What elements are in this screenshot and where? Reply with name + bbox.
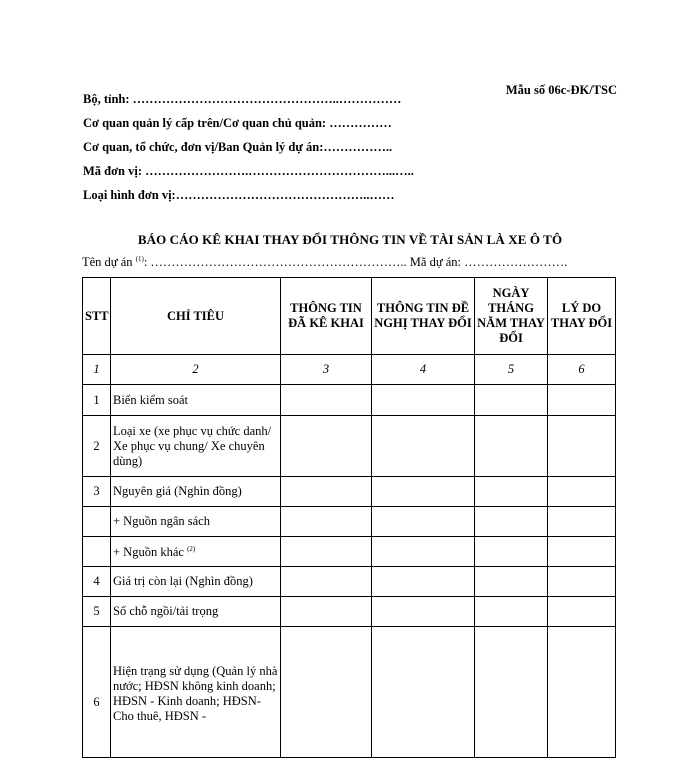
row-stt: 6 bbox=[83, 627, 111, 758]
document-title: BÁO CÁO KÊ KHAI THAY ĐỔI THÔNG TIN VỀ TÀI SẢN LÀ XE Ô TÔ bbox=[137, 232, 563, 247]
header-line-unit-code: Mã đơn vị: …………………….……………………………...….. bbox=[83, 164, 414, 178]
cell-date bbox=[475, 537, 548, 567]
row-indicator: Biển kiểm soát bbox=[111, 385, 281, 416]
col-header-stt: STT bbox=[83, 278, 111, 355]
row-indicator: Số chỗ ngồi/tải trọng bbox=[111, 597, 281, 627]
cell-declared bbox=[281, 567, 372, 597]
column-number-row bbox=[83, 355, 616, 385]
cell-date bbox=[475, 507, 548, 537]
cell-declared bbox=[281, 416, 372, 477]
row-stt: 3 bbox=[83, 477, 111, 507]
cell-date bbox=[475, 416, 548, 477]
row-indicator: Nguyên giá (Nghìn đồng) bbox=[111, 477, 281, 507]
header-line-agency: Cơ quan, tổ chức, đơn vị/Ban Quản lý dự án:…………….. bbox=[83, 140, 393, 154]
project-code-label: : …………………………………………………….. Mã dự án: ……………………. bbox=[143, 255, 568, 270]
col-number: 4 bbox=[372, 355, 475, 385]
row-stt: 1 bbox=[83, 385, 111, 416]
row-indicator: Hiện trạng sử dụng (Quản lý nhà nước; HĐSN không kinh doanh; HĐSN - Kinh doanh; HĐSN- Cho thuê, HĐSN - bbox=[111, 627, 281, 758]
row-indicator: Giá trị còn lại (Nghìn đồng) bbox=[111, 567, 281, 597]
cell-proposed bbox=[372, 385, 475, 416]
cell-declared bbox=[281, 477, 372, 507]
cell-reason bbox=[548, 627, 616, 758]
cell-declared bbox=[281, 385, 372, 416]
row-stt bbox=[83, 507, 111, 537]
col-number: 3 bbox=[281, 355, 372, 385]
table-row bbox=[83, 537, 616, 567]
cell-declared bbox=[281, 537, 372, 567]
col-header-declared-info: THÔNG TIN ĐÃ KÊ KHAI bbox=[281, 278, 372, 355]
row-indicator: + Nguồn ngân sách bbox=[111, 507, 281, 537]
cell-declared bbox=[281, 597, 372, 627]
cell-reason bbox=[548, 507, 616, 537]
table-row bbox=[83, 385, 616, 416]
table-row bbox=[83, 567, 616, 597]
cell-proposed bbox=[372, 477, 475, 507]
table-row bbox=[83, 627, 616, 758]
footnote-2: (2) bbox=[187, 545, 196, 554]
cell-reason bbox=[548, 385, 616, 416]
row-stt: 4 bbox=[83, 567, 111, 597]
row-indicator-text: + Nguồn khác bbox=[113, 545, 188, 560]
cell-proposed bbox=[372, 537, 475, 567]
cell-proposed bbox=[372, 416, 475, 477]
table-row bbox=[83, 597, 616, 627]
cell-declared bbox=[281, 507, 372, 537]
cell-date bbox=[475, 385, 548, 416]
row-indicator bbox=[111, 537, 281, 567]
cell-declared bbox=[281, 627, 372, 758]
form-code: Mẫu số 06c-ĐK/TSC bbox=[505, 83, 617, 97]
col-number: 6 bbox=[548, 355, 616, 385]
cell-proposed bbox=[372, 507, 475, 537]
row-stt bbox=[83, 537, 111, 567]
row-stt: 5 bbox=[83, 597, 111, 627]
col-number: 1 bbox=[83, 355, 111, 385]
cell-date bbox=[475, 477, 548, 507]
header-line-unit-type: Loại hình đơn vị:………………………………………..…… bbox=[83, 188, 395, 202]
header-line-ministry: Bộ, tỉnh: …………………………………………..…………… bbox=[83, 92, 402, 106]
col-header-reason: LÝ DO THAY ĐỔI bbox=[548, 278, 616, 355]
cell-proposed bbox=[372, 597, 475, 627]
cell-proposed bbox=[372, 627, 475, 758]
col-number: 2 bbox=[111, 355, 281, 385]
cell-reason bbox=[548, 477, 616, 507]
project-name-label: Tên dự án bbox=[82, 255, 136, 270]
cell-reason bbox=[548, 567, 616, 597]
cell-reason bbox=[548, 597, 616, 627]
col-header-proposed-info: THÔNG TIN ĐỀ NGHỊ THAY ĐỔI bbox=[372, 278, 475, 355]
project-line bbox=[82, 255, 567, 270]
table-row bbox=[83, 416, 616, 477]
header-line-supervisor: Cơ quan quản lý cấp trên/Cơ quan chủ quản: …………… bbox=[83, 116, 392, 130]
cell-reason bbox=[548, 416, 616, 477]
table-header-row bbox=[83, 278, 616, 355]
cell-date bbox=[475, 627, 548, 758]
row-stt: 2 bbox=[83, 416, 111, 477]
col-header-indicator: CHỈ TIÊU bbox=[111, 278, 281, 355]
footnote-1: (1) bbox=[135, 255, 144, 263]
cell-reason bbox=[548, 537, 616, 567]
cell-date bbox=[475, 597, 548, 627]
row-indicator: Loại xe (xe phục vụ chức danh/ Xe phục vụ chung/ Xe chuyên dùng) bbox=[111, 416, 281, 477]
header-info bbox=[83, 89, 503, 209]
col-header-change-date: NGÀY THÁNG NĂM THAY ĐỔI bbox=[475, 278, 548, 355]
table-row bbox=[83, 507, 616, 537]
col-number: 5 bbox=[475, 355, 548, 385]
table-row bbox=[83, 477, 616, 507]
change-report-table bbox=[82, 277, 616, 758]
cell-date bbox=[475, 567, 548, 597]
cell-proposed bbox=[372, 567, 475, 597]
